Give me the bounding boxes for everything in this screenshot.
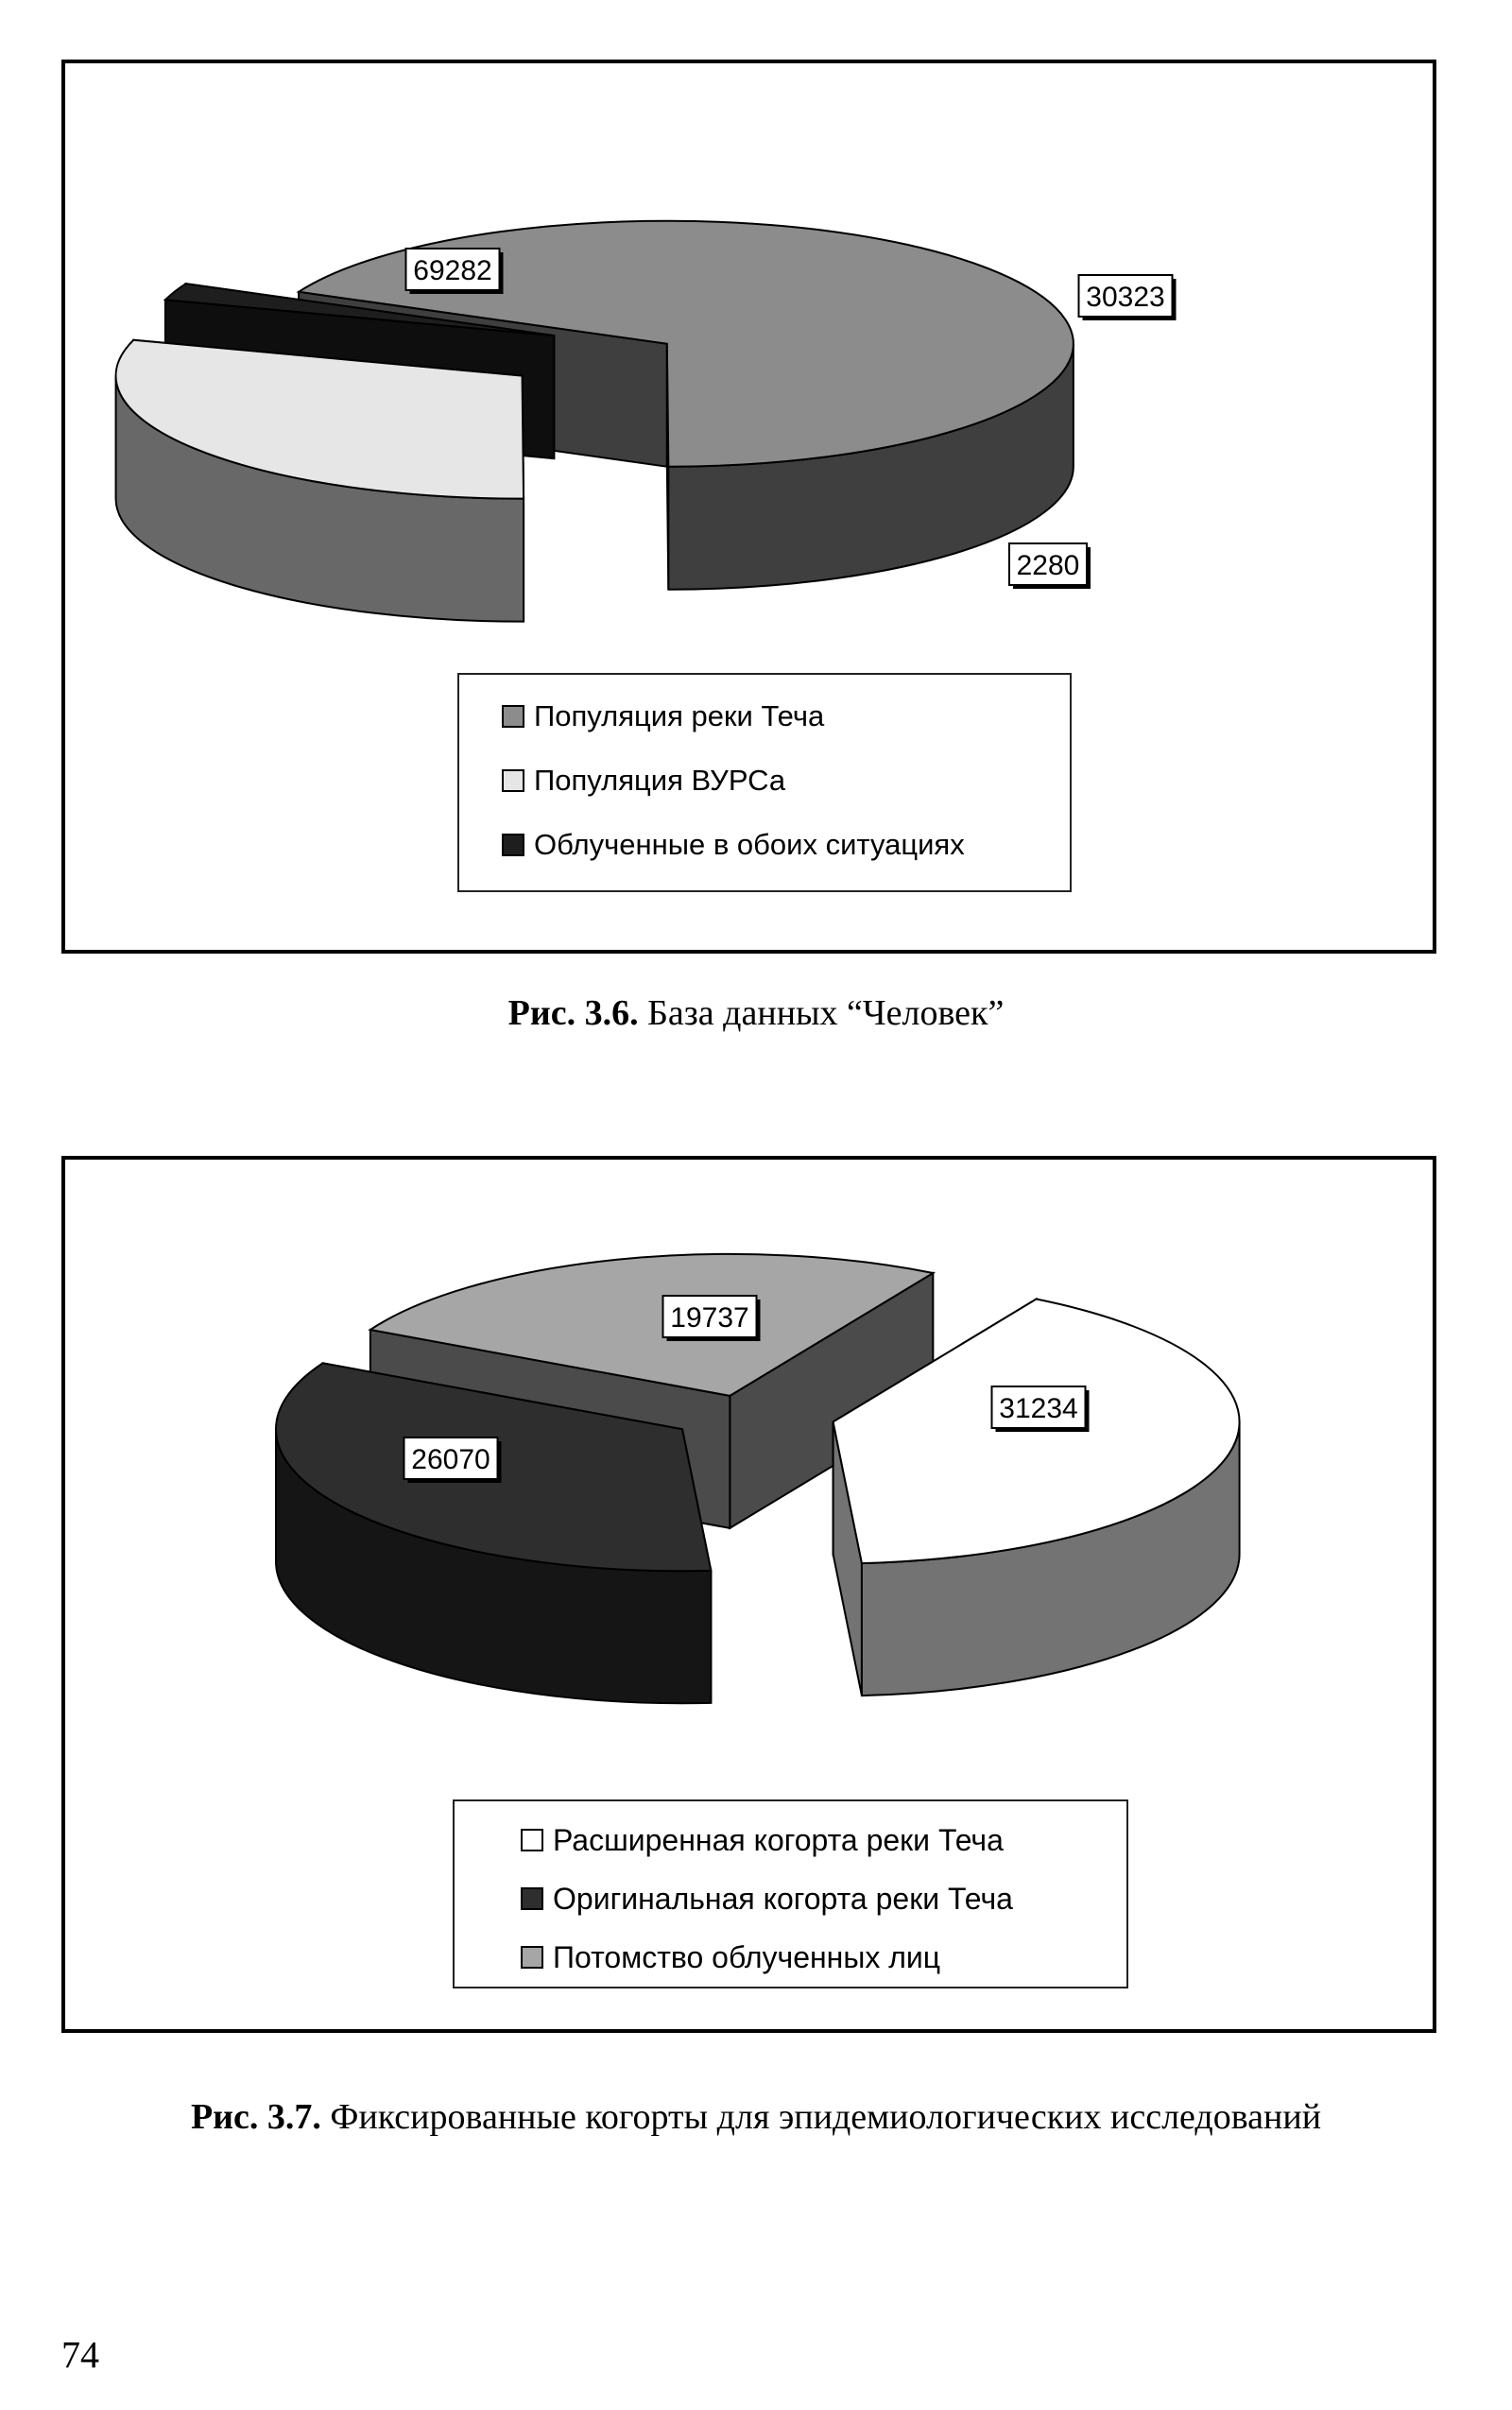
data-label-text: 31234 [999,1393,1078,1424]
data-label [1079,275,1177,320]
caption-number: Рис. 3.7. [190,2097,321,2137]
data-label [404,1437,502,1483]
data-label-text: 19737 [670,1302,749,1334]
legend-item [459,749,1070,813]
data-label [663,1296,761,1341]
caption-number: Рис. 3.6. [507,993,639,1033]
legend-swatch [502,769,524,792]
data-label [406,249,504,294]
legend-swatch [502,834,524,856]
caption-text: База данных “Человек” [647,993,1005,1033]
legend-label: Потомство облученных лиц [553,1939,941,1974]
legend-label: Популяция ВУРСа [534,764,786,797]
page-number: 74 [61,2333,99,2376]
legend-swatch [521,1887,543,1910]
figure-3-6-frame [61,60,1436,954]
caption-text: Фиксированные когорты для эпидемиологических исследований [330,2097,1322,2137]
data-label-text: 69282 [413,255,492,286]
data-label [992,1386,1090,1432]
data-label-text: 2280 [1016,550,1080,581]
legend-label: Расширенная когорта реки Теча [553,1822,1004,1857]
figure-3-7-frame [61,1156,1436,2033]
legend-label: Облученные в обоих ситуациях [534,828,965,861]
figure-caption [0,992,1512,1034]
legend-3-7 [453,1799,1128,1988]
data-label [1009,543,1091,589]
legend-swatch [521,1946,543,1969]
legend-item [459,684,1070,749]
legend-swatch [521,1829,543,1851]
figure-caption [0,2096,1512,2138]
legend-swatch [502,705,524,728]
legend-item [455,1869,1126,1928]
legend-item [459,813,1070,877]
legend-3-6 [457,673,1072,892]
legend-item [455,1928,1126,1987]
data-label-text: 26070 [411,1444,490,1475]
data-label-text: 30323 [1086,282,1165,313]
legend-label: Популяция реки Теча [534,699,825,732]
legend-label: Оригинальная когорта реки Теча [553,1881,1013,1916]
legend-item [455,1811,1126,1869]
